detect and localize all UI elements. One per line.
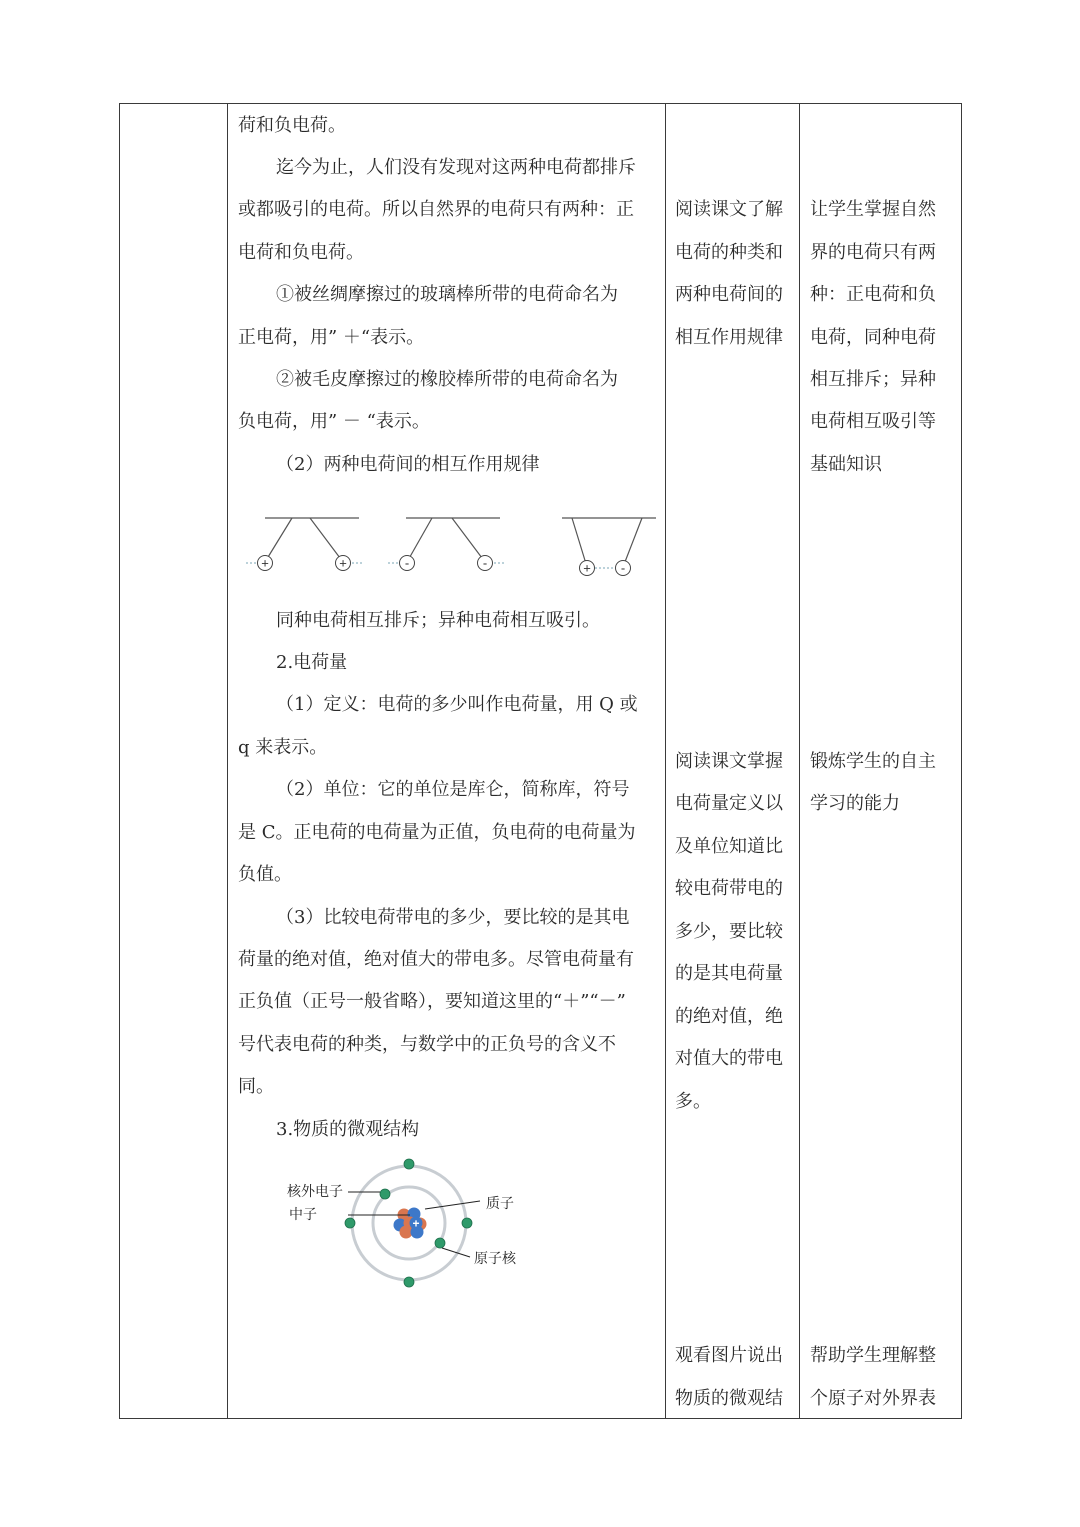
activity-line: 阅读课文了解	[675, 199, 783, 220]
neutron-label: 中子	[289, 1207, 317, 1223]
charge-interaction-diagram	[240, 505, 660, 590]
intent-line: 让学生掌握自然	[810, 199, 936, 220]
svg-text:+: +	[412, 1216, 420, 1231]
proton-label: 质子	[486, 1196, 514, 1212]
content-line: 荷和负电荷。	[238, 115, 346, 136]
charge-symbol: -	[404, 555, 410, 571]
electron	[404, 1159, 414, 1169]
activity-line: 的绝对值，绝	[675, 1006, 783, 1027]
activity-line: 多。	[675, 1091, 711, 1112]
content-line: 号代表电荷的种类，与数学中的正负号的含义不	[238, 1034, 616, 1055]
content-line: （2）单位：它的单位是库仑，简称库，符号	[276, 779, 630, 800]
intent-line: 学习的能力	[810, 793, 900, 814]
content-line: 负值。	[238, 864, 292, 885]
content-line: 同。	[238, 1076, 274, 1097]
content-line: 或都吸引的电荷。所以自然界的电荷只有两种：正	[238, 199, 634, 220]
intent-line: 电荷，同种电荷	[810, 327, 936, 348]
intent-line: 锻炼学生的自主	[810, 751, 936, 772]
nucleus-label: 原子核	[474, 1251, 516, 1267]
intent-line: 帮助学生理解整	[810, 1345, 936, 1366]
content-line: 正电荷，用” ＋“表示。	[238, 327, 425, 348]
intent-line: 种：正电荷和负	[810, 284, 936, 305]
activity-line: 两种电荷间的	[675, 284, 783, 305]
charge-symbol: +	[261, 555, 269, 571]
content-line: （2）两种电荷间的相互作用规律	[276, 454, 540, 475]
charge-symbol: +	[583, 560, 591, 576]
content-line: （3）比较电荷带电的多少，要比较的是其电	[276, 907, 630, 928]
electron	[404, 1277, 414, 1287]
content-line: 正负值（正号一般省略），要知道这里的“＋”“－”	[238, 991, 626, 1012]
column-divider	[227, 103, 228, 1419]
activity-line: 的是其电荷量	[675, 963, 783, 984]
activity-line: 多少，要比较	[675, 921, 783, 942]
content-line: （1）定义：电荷的多少叫作电荷量，用 Q 或	[276, 694, 638, 715]
column-divider	[665, 103, 666, 1419]
content-line: 荷量的绝对值，绝对值大的带电多。尽管电荷量有	[238, 949, 634, 970]
content-line: q 来表示。	[238, 737, 328, 758]
content-line: 是 C。正电荷的电荷量为正值，负电荷的电荷量为	[238, 822, 636, 843]
intent-line: 个原子对外界表	[810, 1388, 936, 1409]
activity-line: 物质的微观结	[675, 1388, 783, 1409]
activity-line: 观看图片说出	[675, 1345, 783, 1366]
activity-line: 电荷量定义以	[675, 793, 783, 814]
content-line: 迄今为止，人们没有发现对这两种电荷都排斥	[276, 157, 636, 178]
activity-line: 较电荷带电的	[675, 878, 783, 899]
content-line: 3.物质的微观结构	[276, 1119, 420, 1140]
content-line: 电荷和负电荷。	[238, 242, 364, 263]
content-line: 负电荷，用” － “表示。	[238, 411, 430, 432]
charge-symbol: -	[620, 560, 626, 576]
electron-label: 核外电子	[287, 1184, 343, 1200]
content-line: 2.电荷量	[276, 652, 348, 673]
activity-line: 电荷的种类和	[675, 242, 783, 263]
activity-line: 相互作用规律	[675, 327, 783, 348]
intent-line: 相互排斥；异种	[810, 369, 936, 390]
charge-symbol: -	[482, 555, 488, 571]
content-line: 同种电荷相互排斥；异种电荷相互吸引。	[276, 610, 600, 631]
activity-line: 对值大的带电	[675, 1048, 783, 1069]
content-line: ①被丝绸摩擦过的玻璃棒所带的电荷命名为	[276, 284, 618, 305]
charge-symbol: +	[339, 555, 347, 571]
activity-line: 阅读课文掌握	[675, 751, 783, 772]
content-line: ②被毛皮摩擦过的橡胶棒所带的电荷命名为	[276, 369, 618, 390]
intent-line: 电荷相互吸引等	[810, 411, 936, 432]
intent-line: 界的电荷只有两	[810, 242, 936, 263]
column-divider	[799, 103, 800, 1419]
intent-line: 基础知识	[810, 454, 882, 475]
activity-line: 及单位知道比	[675, 836, 783, 857]
